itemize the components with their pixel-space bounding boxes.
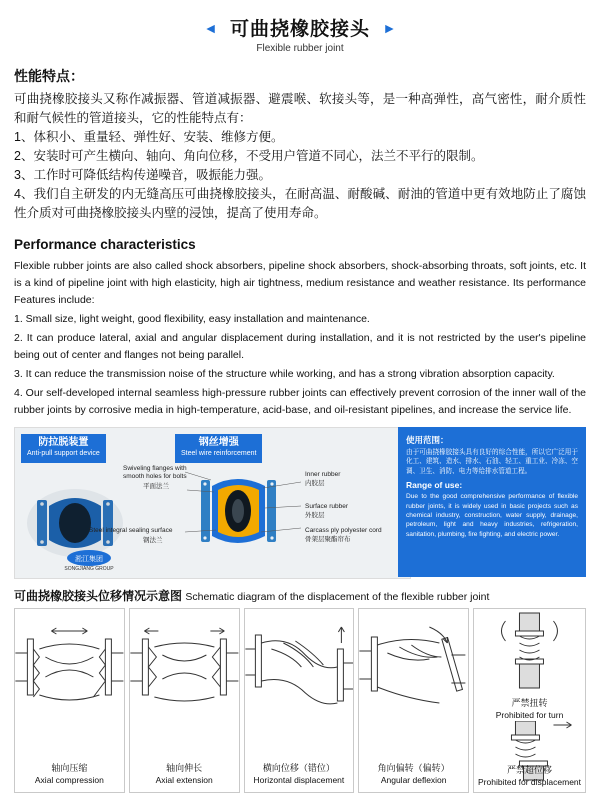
badge-anti-pull (21, 434, 106, 463)
callout-swiveling-flanges-1: Swiveling flanges with (123, 465, 187, 472)
schematic-title-cn: 可曲挠橡胶接头位移情况示意图 (14, 589, 183, 603)
schematic-cell-horizontal-displacement (244, 608, 355, 793)
chinese-point-1: 1、体积小、重量轻、弹性好、安装、维修方便。 (14, 130, 284, 144)
title-marker-right-icon: ► (382, 20, 397, 36)
callout-carcass-ply-en: Carcass ply polyester cord (305, 527, 382, 534)
caption-prohibited-turn-en: Prohibited for turn (495, 710, 564, 720)
english-intro: Flexible rubber joints are also called shock absorbers, pipeline shock absorbers, shock-absorbing throats, soft joints, etc. It is a kind of pipeline joint with high elasticity, high air tightness, medium resistance and weather resistance. Its performance Features include: (14, 260, 586, 306)
caption-prohibited-turn-cn: 严禁扭转 (511, 698, 548, 708)
caption-axial-extension-en: Axial extension (155, 775, 213, 785)
usage-range-panel (398, 427, 586, 577)
chinese-point-4: 4、我们自主研发的内无缝高压可曲挠橡胶接头，在耐高温、耐酸碱、耐油的管道中更有效地防止了腐蚀性介质对可曲挠橡胶接头内壁的浸蚀，提高了使用寿命。 (14, 187, 586, 220)
usage-range-title-cn: 使用范围： (406, 435, 449, 445)
caption-horizontal-displacement-cn: 横向位移（错位） (262, 763, 335, 773)
schematic-grid (14, 608, 586, 793)
caption-horizontal-displacement (245, 762, 354, 786)
product-figure-area (14, 427, 586, 577)
schematic-title (14, 587, 586, 604)
product-cutaway-center (201, 479, 276, 543)
callout-surface-rubber-en: Surface rubber (305, 503, 348, 510)
title-marker-left-icon: ◄ (203, 20, 218, 36)
callout-inner-rubber-en: Inner rubber (305, 471, 341, 478)
schematic-cell-prohibited (473, 608, 586, 793)
usage-range-body-en: Due to the good comprehensive performance of flexible rubber joints, it is widely used in basic projects such as chemical industry, construction, water supply, drainage, petroleum, light and heavy industries, refrigeration, sanitation, plumbing, fire fighting, and electric power. (406, 493, 578, 538)
english-point-3: 3. It can reduce the transmission noise of the structure while working, and has a strong vibration absorption capacity. (14, 368, 555, 380)
chinese-section (0, 54, 600, 223)
english-section (0, 223, 600, 419)
schematic-cell-axial-extension (129, 608, 240, 793)
chinese-point-3: 3、工作时可降低结构传递噪音，吸振能力强。 (14, 168, 271, 182)
badge-steel-wire-cn: 钢丝增强 (198, 437, 239, 448)
chinese-heading: 性能特点： (14, 68, 84, 84)
callout-flat-flange-cn: 平面法兰 (143, 483, 169, 490)
usage-range-body-cn: 由于可曲挠橡胶接头具有良好的综合性能，所以它广泛用于化工、建筑、造水、排水、石油、轻工、重工业、冷冻、空调、卫生、消防、电力等给排水管道工程。 (406, 449, 578, 475)
product-photo-panel (14, 427, 411, 579)
callout-inner-rubber-cn: 内胶层 (305, 480, 325, 487)
diagram-axial-extension (130, 609, 239, 729)
caption-angular-deflexion-cn: 角向偏转（偏转） (377, 763, 450, 773)
brand-name-cn: 淞江集团 (75, 556, 103, 563)
page-title: 可曲挠橡胶接头 (229, 19, 370, 40)
badge-anti-pull-cn: 防拉脱装置 (38, 437, 89, 448)
caption-horizontal-displacement-en: Horizontal displacement (253, 775, 345, 785)
caption-prohibited-displacement-en: Prohibited for displacement (478, 777, 582, 787)
page-title-block (0, 0, 600, 54)
caption-angular-deflexion-en: Angular deflexion (380, 775, 447, 785)
callout-steel-flange-cn: 钢法兰 (143, 537, 163, 544)
english-point-1: 1. Small size, light weight, good flexibility, easy installation and maintenance. (14, 313, 370, 325)
english-point-2: 2. It can produce lateral, axial and angular displacement during installation, and it is not restricted by the user's pipeline being out of center and flanges not being parallel. (14, 332, 586, 361)
page-subtitle: Flexible rubber joint (256, 43, 344, 54)
brand-logo (64, 550, 114, 572)
badge-anti-pull-en: Anti-pull support device (27, 450, 100, 457)
schematic-cell-axial-compression (14, 608, 125, 793)
chinese-point-2: 2、安装时可产生横向、轴向、角向位移，不受用户管道不同心，法兰不平行的限制。 (14, 149, 484, 163)
caption-axial-extension (130, 762, 239, 786)
caption-axial-compression-en: Axial compression (34, 775, 104, 785)
callout-swiveling-flanges-2: smooth holes for bolts (123, 473, 187, 480)
caption-prohibited-displacement-cn: 严禁超位移 (507, 765, 553, 775)
diagram-prohibited-turn (474, 609, 585, 695)
caption-prohibited-displacement (474, 764, 585, 788)
callout-surface-rubber-cn: 外胶层 (305, 512, 325, 519)
callout-sealing-surface-en: Steel integral sealing surface (89, 527, 173, 534)
diagram-horizontal-displacement (245, 609, 354, 729)
brand-name-en: SONGJIANG GROUP (64, 566, 114, 572)
english-point-4: 4. Our self-developed internal seamless high-pressure rubber joints can effectively prevent corrosion of the inner wall of the rubber joints by corrosive media in high-temperature, acid-base, and oil-resistant pipelines, and increase the service life. (14, 387, 586, 416)
diagram-axial-compression (15, 609, 124, 729)
diagram-angular-deflexion (359, 609, 468, 729)
badge-steel-wire-en: Steel wire reinforcement (181, 450, 257, 457)
usage-range-title-en: Range of use: (406, 480, 463, 491)
product-photo-left (27, 489, 123, 557)
caption-prohibited-turn (474, 697, 585, 721)
caption-axial-extension-cn: 轴向伸长 (166, 763, 203, 773)
caption-axial-compression (15, 762, 124, 786)
schematic-cell-angular-deflexion (358, 608, 469, 793)
caption-axial-compression-cn: 轴向压缩 (51, 763, 88, 773)
english-heading: Performance characteristics (14, 237, 196, 252)
caption-angular-deflexion (359, 762, 468, 786)
chinese-intro: 可曲挠橡胶接头又称作减振器、管道减振器、避震喉、软接头等，是一种高弹性，高气密性，耐介质性和耐气候性的管道接头，它的性能特点有： (14, 92, 586, 125)
schematic-title-en: Schematic diagram of the displacement of the flexible rubber joint (185, 591, 490, 603)
callout-carcass-ply-cn: 骨架层聚酯帘布 (305, 536, 351, 543)
badge-steel-wire (175, 434, 262, 463)
